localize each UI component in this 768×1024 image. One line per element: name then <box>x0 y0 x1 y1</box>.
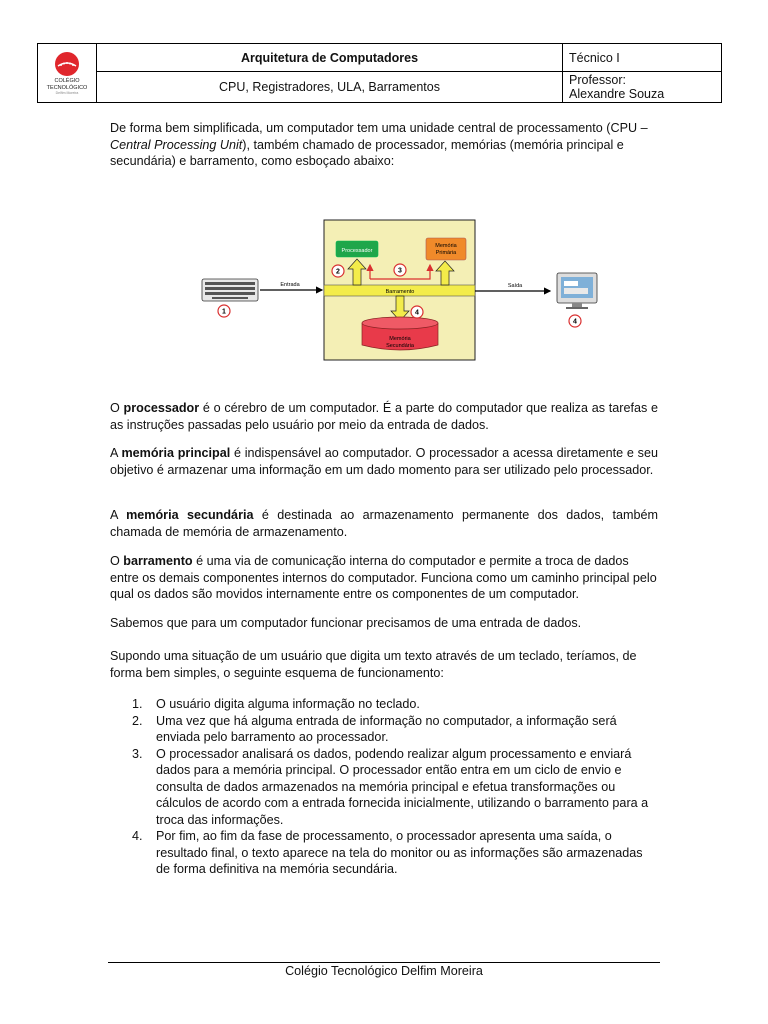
keyboard-icon <box>202 279 258 301</box>
marker-3 <box>394 264 406 276</box>
input-label: Entrada <box>280 282 300 288</box>
svg-text:4: 4 <box>415 309 419 317</box>
svg-text:3: 3 <box>398 267 402 275</box>
list-item <box>110 828 658 878</box>
paragraph-input-need <box>110 615 658 632</box>
intro-italic: Central Processing Unit <box>110 137 243 152</box>
marker-2 <box>332 265 344 277</box>
logo-emblem-icon <box>54 51 80 77</box>
p2-post: é indispensável ao computador. O processador a acessa diretamente e seu objetivo é armazenar uma informação em um dado momento para ser utilizado pelo processador. <box>110 446 658 477</box>
topic-title: CPU, Registradores, ULA, Barramentos <box>97 72 563 103</box>
step-number: 4. <box>132 829 143 843</box>
paragraph-processor <box>110 400 658 433</box>
intro-text-1: De forma bem simplificada, um computador tem uma unidade central de processamento (CPU – <box>110 121 648 135</box>
logo-text-line2: TECNOLÓGICO <box>46 85 88 91</box>
p3-post: é destinada ao armazenamento permanente dos dados, também chamada de memória de armazenamento. <box>110 508 658 539</box>
p4-post: é uma via de comunicação interna do computador e permite a troca de dados entre os demais componentes internos do computador. Funciona como um caminho principal pelo qual os dados são movidos internamente entre os componentes de um computador. <box>110 554 657 601</box>
step-text: O processador analisará os dados, podendo realizar algum processamento e enviará dados para a memória principal. O processador então entra em um ciclo de envio e consulta de dados armazenados na memória principal e efetua transformações ou cálculos de acordo com a entrada fornecida inicialmente, utilizando o barramento para a troca das informações. <box>156 746 649 827</box>
footer-text: Colégio Tecnológico Delfim Moreira <box>285 964 483 978</box>
primary-memory-box <box>426 238 466 260</box>
p4-pre: O <box>110 554 124 568</box>
level-label: Técnico I <box>563 44 722 72</box>
p2-pre: A <box>110 446 122 460</box>
p3-pre: A <box>110 508 127 522</box>
monitor-icon <box>557 273 597 309</box>
list-item <box>110 713 658 746</box>
processor-label: Processador <box>341 248 373 254</box>
step-number: 3. <box>132 746 143 761</box>
intro-paragraph <box>110 120 658 170</box>
output-label: Saída <box>507 283 523 289</box>
bus-label: Barramento <box>385 289 415 295</box>
logo-text-line1: COLÉGIO <box>54 78 80 84</box>
header-table <box>37 43 722 103</box>
secondary-memory-label-1: Memória <box>389 336 411 342</box>
marker-1 <box>218 305 230 317</box>
paragraph-primary-memory <box>110 445 658 478</box>
primary-memory-label-2: Primária <box>435 250 457 256</box>
computer-architecture-diagram <box>190 213 620 363</box>
term-bus: barramento <box>123 554 193 568</box>
p1-post: é o cérebro de um computador. É a parte do computador que realiza as tarefas e as instruções passadas pelo usuário por meio da entrada de dados. <box>110 401 659 432</box>
professor-name: Alexandre Souza <box>569 87 665 101</box>
course-title: Arquitetura de Computadores <box>97 44 563 72</box>
steps-list-container <box>110 696 658 878</box>
school-logo <box>38 51 96 95</box>
p6-text: Supondo uma situação de um usuário que digita um texto através de um teclado, teríamos, de forma bem simples, o seguinte esquema de funcionamento: <box>110 649 637 680</box>
intro-text-2: ), também chamado de processador, memórias (memória principal e secundária) e barramento, como esboçado abaixo: <box>110 137 624 168</box>
logo-cell <box>38 44 97 103</box>
diagram-svg <box>190 213 620 363</box>
term-processor: processador <box>123 401 200 415</box>
svg-text:1: 1 <box>222 308 226 316</box>
step-number: 2. <box>132 713 143 728</box>
professor-cell <box>563 72 722 103</box>
step-text: Por fim, ao fim da fase de processamento, o processador apresenta uma saída, o resultado final, o texto aparece na tela do monitor ou as informações são armazenadas de forma definitiva na memória secundária. <box>156 829 643 876</box>
svg-text:2: 2 <box>336 268 340 276</box>
svg-text:4: 4 <box>573 318 577 326</box>
paragraph-scenario <box>110 648 658 681</box>
footer-divider <box>108 962 660 963</box>
term-secondary-memory: memória secundária <box>126 508 254 522</box>
logo-text-line3: Delfim Moreira <box>55 91 79 95</box>
step-text: O usuário digita alguma informação no teclado. <box>156 697 420 711</box>
steps-list <box>110 696 658 878</box>
p5-text: Sabemos que para um computador funcionar precisamos de uma entrada de dados. <box>110 616 582 630</box>
paragraph-secondary-memory <box>110 507 658 540</box>
step-text: Uma vez que há alguma entrada de informação no computador, a informação será enviada pelo barramento ao processador. <box>156 713 617 744</box>
secondary-memory-label-2: Secundária <box>386 343 414 349</box>
list-item <box>110 696 658 713</box>
list-item <box>110 746 658 829</box>
primary-memory-label-1: Memória <box>435 243 457 249</box>
paragraph-bus <box>110 553 658 603</box>
document-header <box>37 43 722 103</box>
p1-pre: O <box>110 401 124 415</box>
professor-label: Professor: <box>569 73 626 87</box>
step-number: 1. <box>132 697 143 711</box>
marker-4-bus <box>411 306 423 318</box>
term-primary-memory: memória principal <box>121 446 231 460</box>
marker-4-monitor <box>569 315 581 327</box>
